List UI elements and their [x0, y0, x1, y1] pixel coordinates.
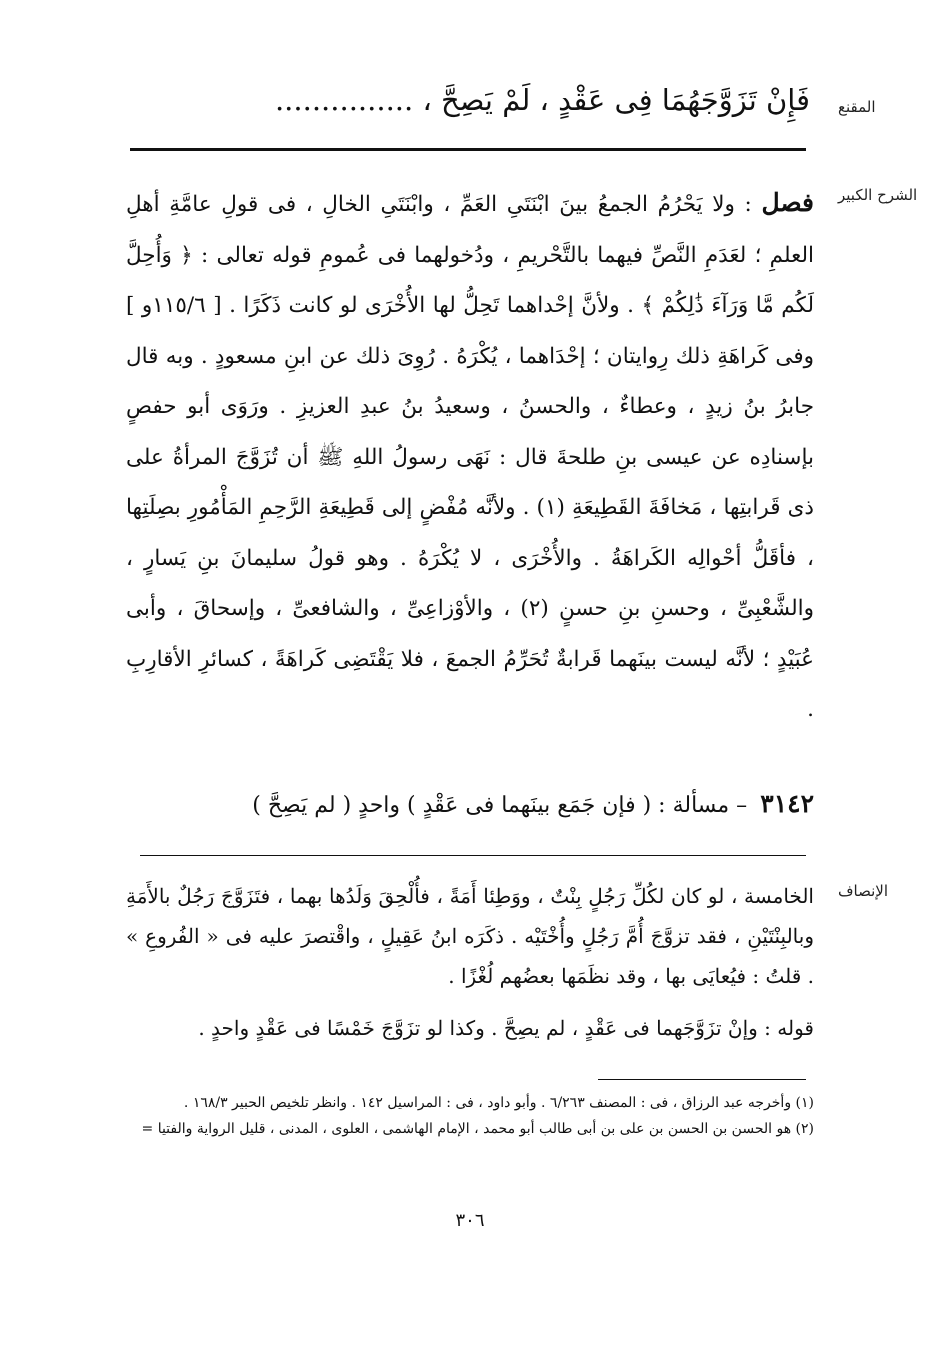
- insaf-paragraph-1: الخامسة ، لو كان لكُلِّ رَجُلٍ بِنْتٌ ، ووَطِئا أَمَةً ، فأُلْحِقَ وَلَدُها بهما ، فتَزَوَّجَ رَجُلٌ بالأَمَةِ وبالبِنْتَيْنِ ، فقد تزوَّجَ أُمَّ رَجُلٍ وأُخْتَيْه . ذكَرَه ابنُ عَقِيلٍ ، واقْتصرَ عليه فى « الفُروعِ » . قلتُ : فيُعايَى بها ، وقد نظَمَها بعضُهم لُغْزًا .: [126, 884, 814, 988]
- section-rule-thick: [130, 148, 806, 151]
- label-insaf: الإنصاف: [838, 882, 889, 900]
- footnote-rule: [598, 1079, 806, 1080]
- sharh-section: [126, 178, 814, 736]
- sharh-paragraph: [126, 178, 814, 736]
- masala-line: [126, 782, 814, 830]
- footnotes: [126, 1090, 814, 1142]
- muqni-line: فَإِنْ تَزَوَّجَهُمَا فِى عَقْدٍ ، لَمْ يَصِحَّ ،: [422, 83, 810, 117]
- masala-text: – مسألة : ( فإن جَمَع بينَهما فى عَقْدٍ ) واحدٍ ( لم يَصِحَّ ): [252, 793, 748, 818]
- insaf-section: [126, 876, 814, 1048]
- section-rule-mid: [140, 855, 806, 856]
- insaf-paragraph-2: قوله : وإنْ تزَوَّجَهما فى عَقْدٍ ، لم يصِحَّ . وكذا لو تزَوَّجَ خَمْسًا فى عَقْدٍ واحدٍ .: [198, 1016, 814, 1040]
- label-sharh: الشرح الكبير: [838, 186, 918, 204]
- footnote-1: (١) وأخرجه عبد الرزاق ، فى : المصنف ٦/٢٦٣ . وأبو داود ، فى : المراسيل ١٤٢ . وانظر تلخيص الحبير ١٦٨/٣ .: [183, 1095, 814, 1111]
- sharh-heading: فصل: [761, 188, 815, 217]
- muqni-dots: ...............: [274, 83, 414, 117]
- footnote-2: (٢) هو الحسن بن الحسن بن على بن أبى طالب أبو محمد ، الإمام الهاشمى ، العلوى ، المدنى ، قليل الرواية والفتيا =: [141, 1121, 814, 1137]
- sharh-body: : ولا يَحْرُمُ الجمعُ بينَ ابْنَتَىِ العَمِّ ، وابْنَتَىِ الخالِ ، فى قولِ عامَّةِ أهلِ العلمِ ؛ لعَدَمِ النَّصِّ فيهما بالتَّحْريمِ ، ودُخولهما فى عُمومِ قوله تعالى : ﴿ وَأُحِلَّ لَكُم مَّا وَرَآءَ ذَٰلِكُمْ ﴾ . ولأنَّ إحْداهما تَحِلُّ لها الأُخْرَى لو كانت ذَكَرًا . [ ١١٥/٦و ] وفى كَراهَةِ ذلك رِوايتان ؛ إحْدَاهما ، يُكْرَهُ . رُوِىَ ذلك عن ابنِ مسعودٍ . وبه قال جابرُ بنُ زيدٍ ، وعطاءٌ ، والحسنُ ، وسعيدُ بنُ عبدِ العزيزِ . ورَوَى أبو حفصٍ بإسنادِه عن عيسى بنِ طلحةَ قال : نَهَى رسولُ اللهِ ﷺ أن تُزَوَّجَ المرأةُ على ذى قَرابتِها ، مَخافَةَ القَطِيعَةِ (١) . ولأنَّه مُفْضٍ إلى قَطِيعَةِ الرَّحِمِ المَأْمُورِ بصِلَتِها ، فأقَلُّ أحْوالِه الكَراهَةُ . والأُخْرَى ، لا يُكْرَهُ . وهو قولُ سليمانَ بنِ يَسارٍ ، والشَّعْبِىِّ ، وحسنِ بنِ حسنٍ (٢) ، والأوْزاعِىِّ ، والشافعىِّ ، وإسحاقَ ، وأبى عُبَيْدٍ ؛ لأنَّه ليست بينَهما قَرابةٌ تُحَرِّمُ الجمعَ ، فلا يَقْتَضِى كَراهَةً ، كسائرِ الأقارِبِ .: [126, 192, 815, 722]
- masala-number: ٣١٤٢: [760, 789, 814, 818]
- page-number: ٣٠٦: [455, 1210, 485, 1231]
- label-muqni: المقنع: [838, 98, 876, 116]
- muqni-text: [110, 78, 810, 122]
